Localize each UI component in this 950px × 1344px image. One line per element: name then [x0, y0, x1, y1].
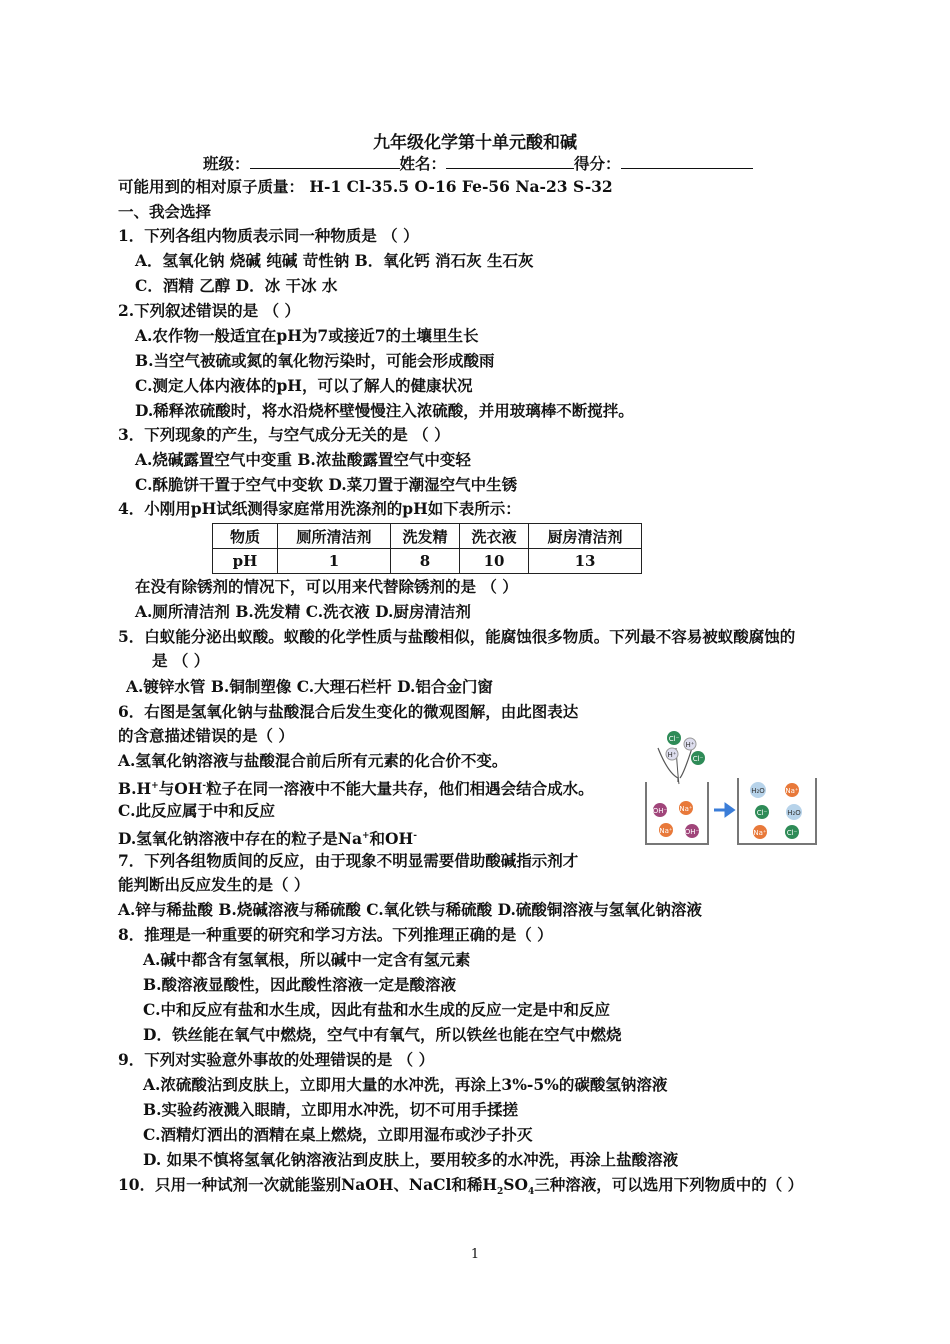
- table-header-cell: 洗发精: [391, 524, 460, 549]
- q9-option-d: D. 如果不慎将氢氧化钠溶液沾到皮肤上，要用较多的水冲洗，再涂上盐酸溶液: [143, 1150, 679, 1169]
- superscript-plus: +: [362, 831, 370, 841]
- q3-options-ab: A.烧碱露置空气中变重 B.浓盐酸露置空气中变轻: [135, 450, 471, 469]
- q8-option-c: C.中和反应有盐和水生成，因此有盐和水生成的反应一定是中和反应: [143, 1000, 610, 1019]
- q8-option-a: A.碱中都含有氢氧根，所以碱中一定含有氢元素: [143, 950, 471, 969]
- q9-option-a: A.浓硫酸沾到皮肤上，立即用大量的水冲洗，再涂上3%-5%的碳酸氢钠溶液: [143, 1075, 668, 1094]
- table-cell: 13: [529, 549, 642, 574]
- oh-label: OH⁻: [652, 807, 668, 815]
- q6-option-b: [118, 775, 594, 800]
- q2-option-d: D.稀释浓硫酸时，将水沿烧杯壁慢慢注入浓硫酸，并用玻璃棒不断搅拌。: [135, 401, 634, 420]
- ph-table: [212, 523, 642, 574]
- cl-label: Cl⁻: [786, 829, 798, 837]
- q7-options: A.锌与稀盐酸 B.烧碱溶液与稀硫酸 C.氧化铁与稀硫酸 D.硫酸铜溶液与氢氧化钠溶液: [118, 900, 702, 919]
- table-cell: 1: [278, 549, 391, 574]
- q1-options-cd: C．酒精 乙醇 D．冰 干冰 水: [135, 276, 338, 295]
- student-info-line: [203, 152, 753, 175]
- cl-label: Cl⁻: [668, 735, 680, 743]
- table-row: [213, 524, 642, 549]
- superscript-minus: -: [202, 781, 207, 791]
- na-label: Na⁺: [679, 805, 693, 813]
- q10-stem: [118, 1174, 803, 1203]
- q4-options: A.厕所清洁剂 B.洗发精 C.洗衣液 D.厨房清洁剂: [135, 602, 471, 621]
- q6-option-d: [118, 825, 417, 850]
- section-heading: 一、我会选择: [118, 202, 212, 221]
- table-row: [213, 549, 642, 574]
- q5-stem-cont: 是 （ ）: [152, 651, 210, 670]
- page-number: 1: [470, 1247, 480, 1262]
- h-label: H⁺: [667, 751, 677, 759]
- subscript-2: 2: [497, 1187, 504, 1198]
- na-label: Na⁺: [753, 829, 767, 837]
- table-cell: 8: [391, 549, 460, 574]
- reaction-micro-diagram: [640, 718, 820, 848]
- q3-stem: 3．下列现象的产生，与空气成分无关的是 （ ）: [118, 425, 450, 444]
- na-label: Na⁺: [659, 827, 673, 835]
- q3-options-cd: C.酥脆饼干置于空气中变软 D.菜刀置于潮湿空气中生锈: [135, 475, 518, 494]
- superscript-minus: -: [413, 831, 417, 841]
- h2o-label: H₂O: [787, 809, 801, 817]
- table-header-cell: 物质: [213, 524, 278, 549]
- q9-option-c: C.酒精灯洒出的酒精在桌上燃烧，立即用湿布或沙子扑灭: [143, 1125, 533, 1144]
- name-label: 姓名：: [399, 154, 447, 173]
- q8-stem: 8．推理是一种重要的研究和学习方法。下列推理正确的是（ ）: [118, 925, 553, 944]
- table-header-cell: 厕所清洁剂: [278, 524, 391, 549]
- table-header-cell: 洗衣液: [460, 524, 529, 549]
- q2-option-a: A.农作物一般适宜在pH为7或接近7的土壤里生长: [135, 326, 479, 345]
- page-title: 九年级化学第十单元酸和碱: [373, 133, 577, 153]
- q6-d-text: D.氢氧化钠溶液中存在的粒子是Na: [118, 829, 362, 849]
- q6-option-c: C.此反应属于中和反应: [118, 801, 275, 820]
- na-label: Na⁺: [785, 787, 799, 795]
- h2o-label: H₂O: [751, 787, 765, 795]
- q7-stem: 7．下列各组物质间的反应，由于现象不明显需要借助酸碱指示剂才: [118, 851, 579, 870]
- q6-stem: 6．右图是氢氧化钠与盐酸混合后发生变化的微观图解，由此图表达: [118, 702, 579, 721]
- q10-text: 三种溶液，可以选用下列物质中的（ ）: [534, 1175, 804, 1194]
- table-header-cell: 厨房清洁剂: [529, 524, 642, 549]
- q1-options-ab: A．氢氧化钠 烧碱 纯碱 苛性钠 B．氧化钙 消石灰 生石灰: [135, 251, 534, 270]
- q2-stem: 2.下列叙述错误的是 （ ）: [118, 301, 300, 320]
- q4-stem: 4．小刚用pH试纸测得家庭常用洗涤剂的pH如下表所示：: [118, 499, 521, 518]
- q6-stem-cont: 的含意描述错误的是（ ）: [118, 726, 294, 745]
- table-cell: 10: [460, 549, 529, 574]
- atomic-masses: 可能用到的相对原子质量： H-1 Cl-35.5 O-16 Fe-56 Na-23 S-32: [118, 177, 613, 196]
- q7-stem-cont: 能判断出反应发生的是（ ）: [118, 875, 310, 894]
- q9-stem: 9．下列对实验意外事故的处理错误的是 （ ）: [118, 1050, 435, 1069]
- subscript-4: 4: [527, 1187, 535, 1198]
- q9-option-b: B.实验药液溅入眼睛，立即用水冲洗，切不可用手揉搓: [143, 1100, 518, 1119]
- q10-text: SO: [503, 1175, 528, 1194]
- score-blank[interactable]: [621, 152, 753, 169]
- q1-stem: 1．下列各组内物质表示同一种物质是 （ ）: [118, 226, 419, 245]
- q6-b-text: B.H: [118, 779, 152, 799]
- q6-b-text: 粒子在同一溶液中不能大量共存，他们相遇会结合成水。: [206, 779, 594, 799]
- class-label: 班级：: [203, 154, 250, 173]
- q6-d-text: 和OH: [369, 829, 414, 849]
- table-cell: pH: [213, 549, 278, 574]
- q2-option-c: C.测定人体内液体的pH，可以了解人的健康状况: [135, 376, 473, 395]
- cl-label: Cl⁻: [756, 809, 768, 817]
- q8-option-d: D．铁丝能在氧气中燃烧，空气中有氧气，所以铁丝也能在空气中燃烧: [143, 1025, 622, 1044]
- q5-options: A.镀锌水管 B.铜制塑像 C.大理石栏杆 D.铝合金门窗: [126, 677, 493, 696]
- arrow-right-icon: [714, 805, 733, 815]
- beaker-right: [738, 778, 816, 844]
- q4-follow: 在没有除锈剂的情况下，可以用来代替除锈剂的是 （ ）: [135, 577, 518, 596]
- q2-option-b: B.当空气被硫或氮的氧化物污染时，可能会形成酸雨: [135, 351, 495, 370]
- cl-label: Cl⁻: [692, 755, 704, 763]
- class-blank[interactable]: [250, 152, 400, 169]
- superscript-plus: +: [151, 781, 159, 791]
- q6-b-text: 与OH: [158, 779, 203, 799]
- q10-text: 10．只用一种试剂一次就能鉴别NaOH、NaCl和稀H: [118, 1175, 498, 1194]
- score-label: 得分：: [574, 154, 621, 173]
- oh-label: OH⁻: [684, 828, 700, 836]
- name-blank[interactable]: [446, 152, 574, 169]
- h-label: H⁺: [685, 741, 695, 749]
- q5-stem: 5．白蚁能分泌出蚁酸。蚁酸的化学性质与盐酸相似，能腐蚀很多物质。下列最不容易被蚁酸腐蚀的: [118, 627, 796, 646]
- q8-option-b: B.酸溶液显酸性，因此酸性溶液一定是酸溶液: [143, 975, 456, 994]
- q6-option-a: A.氢氧化钠溶液与盐酸混合前后所有元素的化合价不变。: [118, 751, 508, 770]
